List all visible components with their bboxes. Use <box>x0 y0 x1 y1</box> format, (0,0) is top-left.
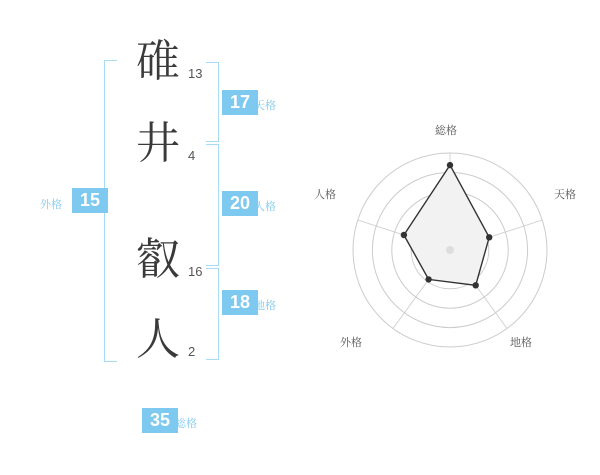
jinkaku-badge: 20 <box>222 191 258 216</box>
kanji-2-strokes: 4 <box>188 148 196 163</box>
radar-point-天格 <box>486 234 492 240</box>
chikaku-label: 地格 <box>254 300 276 312</box>
radar-center-dot <box>446 246 454 254</box>
radar-chart <box>300 0 600 470</box>
kanji-2: 井 <box>136 118 180 169</box>
radar-point-地格 <box>473 282 479 288</box>
tenkaku-bracket <box>206 62 219 142</box>
soukaku-badge: 35 <box>142 408 178 433</box>
kanji-4: 人 <box>136 314 180 365</box>
kanji-3-strokes: 16 <box>188 264 203 279</box>
radar-label-tenkaku: 天格 <box>554 189 576 201</box>
kanji-1-strokes: 13 <box>188 66 203 81</box>
name-kakusu-diagram <box>0 0 300 470</box>
radar-point-人格 <box>401 232 407 238</box>
radar-point-外格 <box>425 276 431 282</box>
radar-label-soukaku: 総格 <box>435 125 457 137</box>
chikaku-badge: 18 <box>222 290 258 315</box>
gaikaku-label: 外格 <box>40 199 62 211</box>
gaikaku-badge: 15 <box>72 188 108 213</box>
tenkaku-label: 天格 <box>254 100 276 112</box>
jinkaku-label: 人格 <box>254 201 276 213</box>
radar-label-chikaku: 地格 <box>510 337 532 349</box>
radar-label-jinkaku: 人格 <box>314 189 336 201</box>
tenkaku-badge: 17 <box>222 90 258 115</box>
radar-point-総格 <box>447 162 453 168</box>
radar-chart-svg <box>300 0 600 470</box>
radar-label-gaikaku: 外格 <box>340 337 362 349</box>
soukaku-label: 総格 <box>175 418 197 430</box>
jinkaku-bracket <box>206 144 219 266</box>
kanji-4-strokes: 2 <box>188 344 196 359</box>
kanji-1: 碓 <box>136 36 180 87</box>
radar-area-polygon <box>404 165 489 285</box>
kanji-3: 叡 <box>136 234 180 285</box>
chikaku-bracket <box>206 268 219 360</box>
